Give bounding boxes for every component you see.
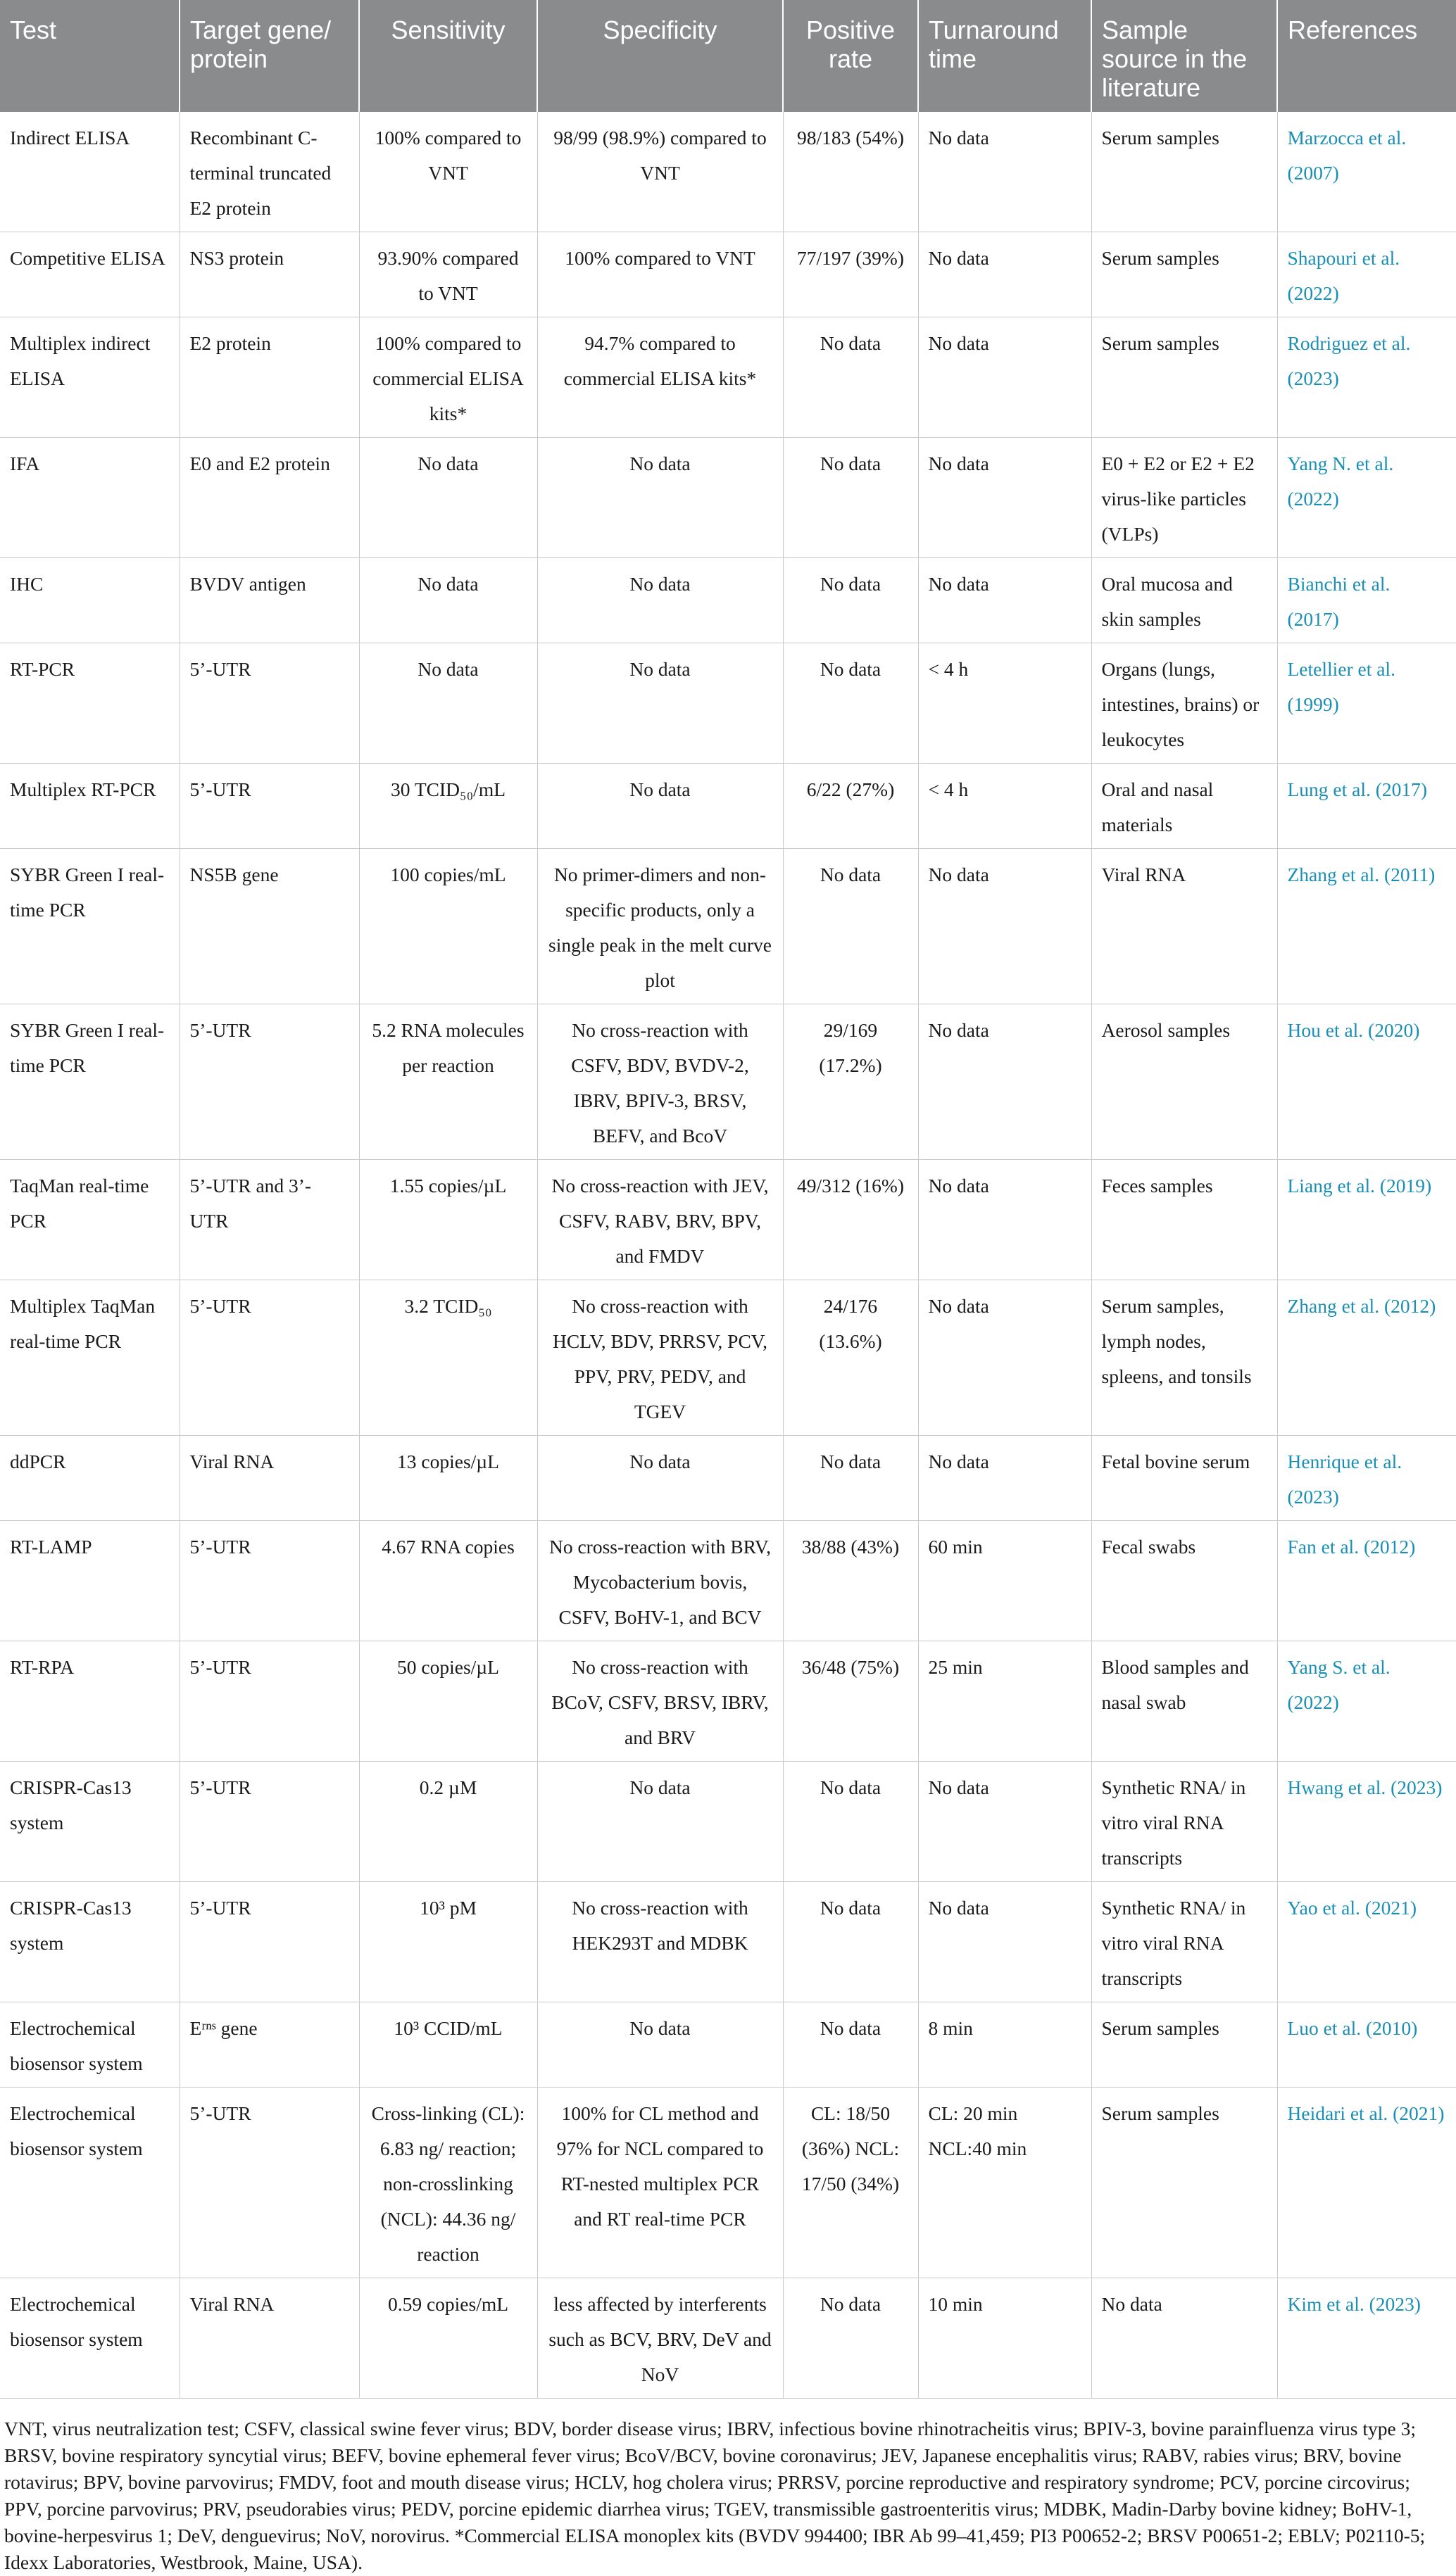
cell-turnaround: No data	[918, 317, 1091, 438]
table-row	[0, 2278, 1456, 2399]
cell-target: 5’-UTR	[180, 1882, 359, 2002]
cell-sample-source: Feces samples	[1091, 1160, 1277, 1280]
column-header: References	[1277, 0, 1456, 112]
cell-sample-source: Serum samples	[1091, 2088, 1277, 2278]
cell-sample-source: Oral mucosa and skin samples	[1091, 558, 1277, 643]
cell-sensitivity: No data	[359, 643, 537, 764]
cell-positive-rate: 36/48 (75%)	[783, 1641, 918, 1762]
cell-reference[interactable]: Yang N. et al. (2022)	[1277, 438, 1456, 558]
cell-positive-rate: No data	[783, 438, 918, 558]
cell-sample-source: Serum samples	[1091, 317, 1277, 438]
cell-sample-source: Serum samples	[1091, 2002, 1277, 2088]
cell-target: 5’-UTR	[180, 1004, 359, 1160]
table-row	[0, 112, 1456, 232]
table-row	[0, 232, 1456, 317]
cell-sensitivity: 0.59 copies/mL	[359, 2278, 537, 2399]
cell-reference[interactable]: Zhang et al. (2012)	[1277, 1280, 1456, 1436]
cell-reference[interactable]: Henrique et al. (2023)	[1277, 1436, 1456, 1521]
cell-target: NS5B gene	[180, 849, 359, 1004]
cell-reference[interactable]: Hwang et al. (2023)	[1277, 1762, 1456, 1882]
cell-reference[interactable]: Rodriguez et al. (2023)	[1277, 317, 1456, 438]
cell-turnaround: < 4 h	[918, 764, 1091, 849]
cell-sensitivity: 0.2 µM	[359, 1762, 537, 1882]
cell-test: CRISPR-Cas13 system	[0, 1762, 180, 1882]
cell-turnaround: CL: 20 min NCL:40 min	[918, 2088, 1091, 2278]
cell-turnaround: No data	[918, 112, 1091, 232]
cell-test: Electrochemical biosensor system	[0, 2088, 180, 2278]
cell-turnaround: 25 min	[918, 1641, 1091, 1762]
cell-sample-source: Viral RNA	[1091, 849, 1277, 1004]
table-row	[0, 317, 1456, 438]
cell-turnaround: No data	[918, 438, 1091, 558]
cell-reference[interactable]: Lung et al. (2017)	[1277, 764, 1456, 849]
cell-reference[interactable]: Shapouri et al. (2022)	[1277, 232, 1456, 317]
cell-test: Electrochemical biosensor system	[0, 2002, 180, 2088]
table-row	[0, 1762, 1456, 1882]
cell-target: 5’-UTR	[180, 1521, 359, 1641]
cell-reference[interactable]: Kim et al. (2023)	[1277, 2278, 1456, 2399]
cell-sensitivity: 10³ CCID/mL	[359, 2002, 537, 2088]
cell-test: Multiplex indirect ELISA	[0, 317, 180, 438]
cell-target: 5’-UTR	[180, 643, 359, 764]
cell-specificity: No data	[537, 2002, 783, 2088]
cell-positive-rate: No data	[783, 2002, 918, 2088]
cell-reference[interactable]: Letellier et al. (1999)	[1277, 643, 1456, 764]
table-footnote: VNT, virus neutralization test; CSFV, classical swine fever virus; BDV, border disease virus; IBRV, infectious bovine rhinotracheitis virus; BPIV-3, bovine parainfluenza virus type 3; BRSV, bovine respiratory syncytial virus; BEFV, bovine ephemeral fever virus; BcoV/BCV, bovine coronavirus; JEV, Japanese encephalitis virus; RABV, rabies virus; BRV, bovine rotavirus; BPV, bovine parvovirus; FMDV, foot and mouth disease virus; HCLV, hog cholera virus; PRRSV, porcine reproductive and respiratory syndrome; PCV, porcine circovirus; PPV, porcine parvovirus; PRV, pseudorabies virus; PEDV, porcine epidemic diarrhea virus; TGEV, transmissible gastroenteritis virus; MDBK, Madin-Darby bovine kidney; BoHV-1, bovine-herpesvirus 1; DeV, denguevirus; NoV, norovirus. *Commercial ELISA monoplex kits (BVDV 994400; IBR Ab 99–41,459; PI3 P00652-2; BRSV P00651-2; EBLV; P02110-5; Idexx Laboratories, Westbrook, Maine, USA).	[4, 2418, 1426, 2573]
cell-turnaround: No data	[918, 1436, 1091, 1521]
cell-specificity: No cross-reaction with BCoV, CSFV, BRSV, IBRV, and BRV	[537, 1641, 783, 1762]
cell-specificity: 100% for CL method and 97% for NCL compared to RT-nested multiplex PCR and RT real-time PCR	[537, 2088, 783, 2278]
cell-positive-rate: No data	[783, 558, 918, 643]
cell-test: RT-RPA	[0, 1641, 180, 1762]
cell-reference[interactable]: Yang S. et al. (2022)	[1277, 1641, 1456, 1762]
table-row	[0, 1641, 1456, 1762]
cell-turnaround: 8 min	[918, 2002, 1091, 2088]
cell-sample-source: Serum samples	[1091, 232, 1277, 317]
cell-reference[interactable]: Fan et al. (2012)	[1277, 1521, 1456, 1641]
cell-specificity: No data	[537, 438, 783, 558]
cell-sensitivity: 3.2 TCID₅₀	[359, 1280, 537, 1436]
cell-turnaround: No data	[918, 232, 1091, 317]
cell-target: NS3 protein	[180, 232, 359, 317]
cell-sample-source: Synthetic RNA/ in vitro viral RNA transcripts	[1091, 1882, 1277, 2002]
cell-reference[interactable]: Hou et al. (2020)	[1277, 1004, 1456, 1160]
cell-specificity: No data	[537, 1762, 783, 1882]
cell-sensitivity: 30 TCID₅₀/mL	[359, 764, 537, 849]
cell-sample-source: Organs (lungs, intestines, brains) or leukocytes	[1091, 643, 1277, 764]
cell-sensitivity: 1.55 copies/µL	[359, 1160, 537, 1280]
cell-specificity: less affected by interferents such as BCV, BRV, DeV and NoV	[537, 2278, 783, 2399]
cell-target: Eʳⁿˢ gene	[180, 2002, 359, 2088]
cell-sample-source: Aerosol samples	[1091, 1004, 1277, 1160]
cell-positive-rate: 6/22 (27%)	[783, 764, 918, 849]
cell-sample-source: Serum samples, lymph nodes, spleens, and tonsils	[1091, 1280, 1277, 1436]
cell-test: Indirect ELISA	[0, 112, 180, 232]
cell-target: E2 protein	[180, 317, 359, 438]
cell-test: IHC	[0, 558, 180, 643]
cell-specificity: No cross-reaction with HEK293T and MDBK	[537, 1882, 783, 2002]
cell-target: Viral RNA	[180, 2278, 359, 2399]
cell-sensitivity: 93.90% compared to VNT	[359, 232, 537, 317]
cell-test: SYBR Green I real-time PCR	[0, 849, 180, 1004]
column-header: Specificity	[537, 0, 783, 112]
cell-specificity: No cross-reaction with JEV, CSFV, RABV, BRV, BPV, and FMDV	[537, 1160, 783, 1280]
table-row	[0, 438, 1456, 558]
cell-target: 5’-UTR	[180, 764, 359, 849]
cell-specificity: No cross-reaction with BRV, Mycobacterium bovis, CSFV, BoHV-1, and BCV	[537, 1521, 783, 1641]
cell-sensitivity: No data	[359, 438, 537, 558]
cell-sensitivity: 5.2 RNA molecules per reaction	[359, 1004, 537, 1160]
cell-turnaround: No data	[918, 1004, 1091, 1160]
column-header: Positive rate	[783, 0, 918, 112]
table-row	[0, 1882, 1456, 2002]
cell-turnaround: 10 min	[918, 2278, 1091, 2399]
cell-specificity: 94.7% compared to commercial ELISA kits*	[537, 317, 783, 438]
cell-target: 5’-UTR and 3’-UTR	[180, 1160, 359, 1280]
cell-reference[interactable]: Liang et al. (2019)	[1277, 1160, 1456, 1280]
cell-positive-rate: No data	[783, 1436, 918, 1521]
cell-target: Viral RNA	[180, 1436, 359, 1521]
cell-positive-rate: No data	[783, 1762, 918, 1882]
cell-test: ddPCR	[0, 1436, 180, 1521]
cell-sensitivity: 13 copies/µL	[359, 1436, 537, 1521]
cell-target: 5’-UTR	[180, 2088, 359, 2278]
table-row	[0, 764, 1456, 849]
cell-positive-rate: 77/197 (39%)	[783, 232, 918, 317]
cell-sample-source: Blood samples and nasal swab	[1091, 1641, 1277, 1762]
cell-positive-rate: No data	[783, 317, 918, 438]
cell-sensitivity: 4.67 RNA copies	[359, 1521, 537, 1641]
cell-positive-rate: 98/183 (54%)	[783, 112, 918, 232]
cell-test: Multiplex RT-PCR	[0, 764, 180, 849]
table-row	[0, 1280, 1456, 1436]
cell-positive-rate: 29/169 (17.2%)	[783, 1004, 918, 1160]
column-header: Test	[0, 0, 180, 112]
cell-sensitivity: 10³ pM	[359, 1882, 537, 2002]
cell-turnaround: No data	[918, 1280, 1091, 1436]
cell-reference[interactable]: Yao et al. (2021)	[1277, 1882, 1456, 2002]
cell-reference[interactable]: Marzocca et al. (2007)	[1277, 112, 1456, 232]
cell-sensitivity: 100% compared to VNT	[359, 112, 537, 232]
cell-sample-source: Serum samples	[1091, 112, 1277, 232]
cell-test: Electrochemical biosensor system	[0, 2278, 180, 2399]
cell-test: CRISPR-Cas13 system	[0, 1882, 180, 2002]
cell-specificity: No data	[537, 764, 783, 849]
cell-sample-source: Oral and nasal materials	[1091, 764, 1277, 849]
cell-sensitivity: No data	[359, 558, 537, 643]
cell-positive-rate: No data	[783, 2278, 918, 2399]
cell-reference[interactable]: Luo et al. (2010)	[1277, 2002, 1456, 2088]
cell-test: RT-LAMP	[0, 1521, 180, 1641]
table-row	[0, 2002, 1456, 2088]
column-header: Sensitivity	[359, 0, 537, 112]
cell-target: Recombinant C-terminal truncated E2 protein	[180, 112, 359, 232]
table-row	[0, 849, 1456, 1004]
cell-sample-source: No data	[1091, 2278, 1277, 2399]
cell-positive-rate: CL: 18/50 (36%) NCL: 17/50 (34%)	[783, 2088, 918, 2278]
cell-target: 5’-UTR	[180, 1762, 359, 1882]
column-header: Sample source in the literature	[1091, 0, 1277, 112]
cell-specificity: No data	[537, 643, 783, 764]
cell-specificity: 98/99 (98.9%) compared to VNT	[537, 112, 783, 232]
cell-positive-rate: No data	[783, 1882, 918, 2002]
column-header: Target gene/ protein	[180, 0, 359, 112]
table-header-row	[0, 0, 1456, 112]
table-row	[0, 558, 1456, 643]
cell-test: Multiplex TaqMan real-time PCR	[0, 1280, 180, 1436]
cell-turnaround: No data	[918, 558, 1091, 643]
cell-sample-source: E0 + E2 or E2 + E2 virus-like particles (VLPs)	[1091, 438, 1277, 558]
cell-sensitivity: 100% compared to commercial ELISA kits*	[359, 317, 537, 438]
cell-positive-rate: 24/176 (13.6%)	[783, 1280, 918, 1436]
cell-target: 5’-UTR	[180, 1641, 359, 1762]
cell-turnaround: No data	[918, 849, 1091, 1004]
cell-specificity: No cross-reaction with HCLV, BDV, PRRSV, PCV, PPV, PRV, PEDV, and TGEV	[537, 1280, 783, 1436]
cell-sample-source: Fecal swabs	[1091, 1521, 1277, 1641]
cell-reference[interactable]: Heidari et al. (2021)	[1277, 2088, 1456, 2278]
cell-positive-rate: 38/88 (43%)	[783, 1521, 918, 1641]
cell-target: E0 and E2 protein	[180, 438, 359, 558]
cell-test: IFA	[0, 438, 180, 558]
cell-specificity: 100% compared to VNT	[537, 232, 783, 317]
table-row	[0, 1004, 1456, 1160]
cell-sensitivity: Cross-linking (CL): 6.83 ng/ reaction; non-crosslinking (NCL): 44.36 ng/ reaction	[359, 2088, 537, 2278]
cell-turnaround: No data	[918, 1160, 1091, 1280]
cell-target: BVDV antigen	[180, 558, 359, 643]
cell-specificity: No data	[537, 558, 783, 643]
cell-positive-rate: No data	[783, 849, 918, 1004]
cell-reference[interactable]: Zhang et al. (2011)	[1277, 849, 1456, 1004]
cell-specificity: No cross-reaction with CSFV, BDV, BVDV-2, IBRV, BPIV-3, BRSV, BEFV, and BcoV	[537, 1004, 783, 1160]
cell-sample-source: Fetal bovine serum	[1091, 1436, 1277, 1521]
cell-test: Competitive ELISA	[0, 232, 180, 317]
cell-positive-rate: No data	[783, 643, 918, 764]
cell-test: TaqMan real-time PCR	[0, 1160, 180, 1280]
cell-turnaround: No data	[918, 1762, 1091, 1882]
cell-target: 5’-UTR	[180, 1280, 359, 1436]
table-row	[0, 643, 1456, 764]
cell-test: RT-PCR	[0, 643, 180, 764]
cell-sensitivity: 50 copies/µL	[359, 1641, 537, 1762]
column-header: Turnaround time	[918, 0, 1091, 112]
table-row	[0, 1521, 1456, 1641]
table-row	[0, 1160, 1456, 1280]
cell-specificity: No data	[537, 1436, 783, 1521]
cell-reference[interactable]: Bianchi et al. (2017)	[1277, 558, 1456, 643]
cell-turnaround: No data	[918, 1882, 1091, 2002]
cell-test: SYBR Green I real-time PCR	[0, 1004, 180, 1160]
cell-specificity: No primer-dimers and non-specific products, only a single peak in the melt curve plot	[537, 849, 783, 1004]
cell-positive-rate: 49/312 (16%)	[783, 1160, 918, 1280]
cell-turnaround: < 4 h	[918, 643, 1091, 764]
cell-sensitivity: 100 copies/mL	[359, 849, 537, 1004]
cell-sample-source: Synthetic RNA/ in vitro viral RNA transcripts	[1091, 1762, 1277, 1882]
table-row	[0, 2088, 1456, 2278]
cell-turnaround: 60 min	[918, 1521, 1091, 1641]
table-row	[0, 1436, 1456, 1521]
